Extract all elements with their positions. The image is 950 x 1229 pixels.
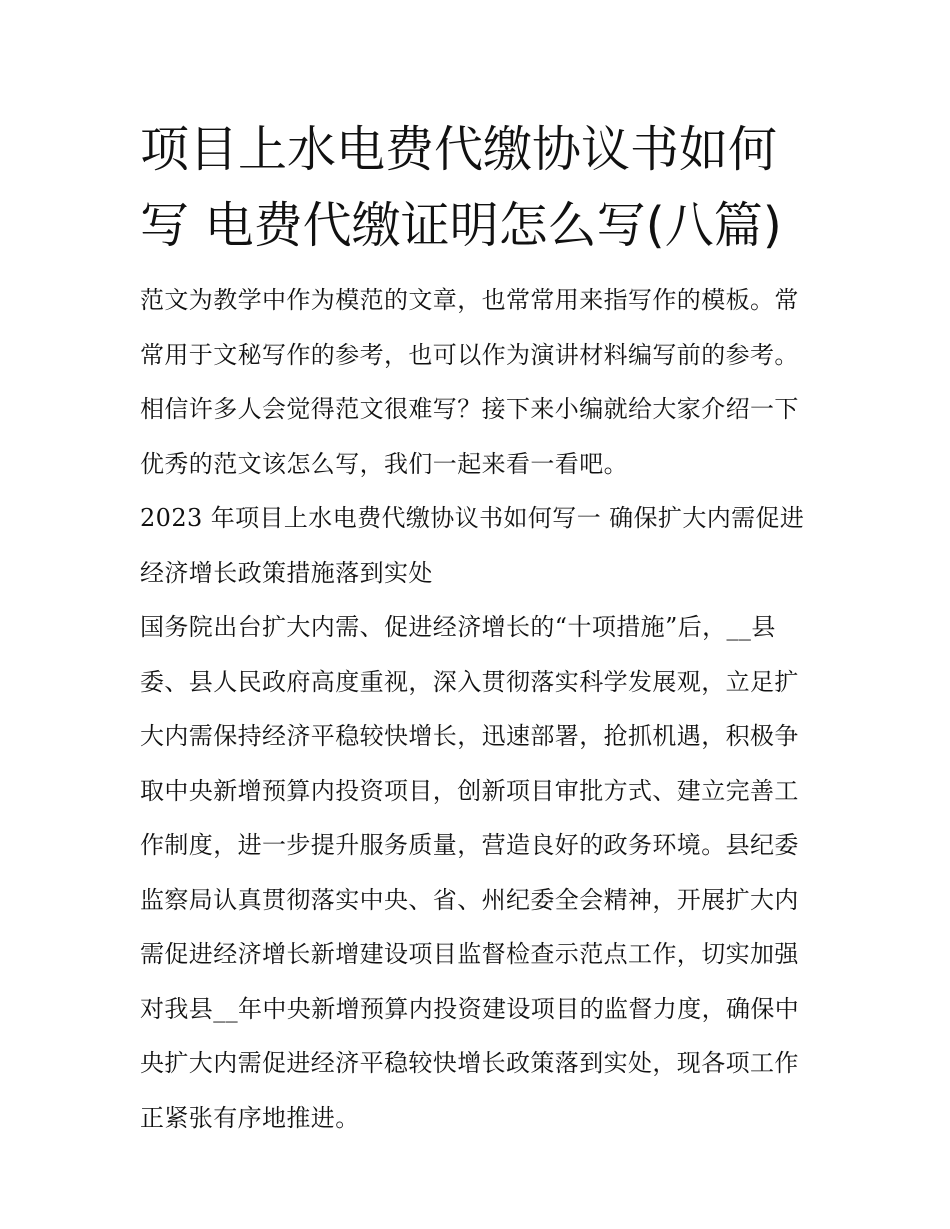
paragraph-line: 委、县人民政府高度重视，深入贯彻落实科学发展观，立足扩 bbox=[140, 667, 799, 696]
paragraph-line: 作制度，进一步提升服务质量，营造良好的政务环境。县纪委 bbox=[140, 831, 799, 859]
paragraph-line: 取中央新增预算内投资项目，创新项目审批方式、建立完善工 bbox=[140, 776, 799, 805]
intro-line: 相信许多人会觉得范文很难写？接下来小编就给大家介绍一下 bbox=[140, 395, 799, 423]
paragraph-line: 正紧张有序地推进。 bbox=[140, 1103, 360, 1132]
intro-line: 优秀的范文该怎么写，我们一起来看一看吧。 bbox=[140, 449, 628, 478]
body-paragraph bbox=[140, 609, 820, 1136]
paragraph-line: 大内需保持经济平稳较快增长，迅速部署，抢抓机遇，积极争 bbox=[140, 722, 799, 750]
paragraph-line: 对我县__年中央新增预算内投资建设项目的监督力度，确保中 bbox=[140, 994, 800, 1023]
paragraph-line: 国务院出台扩大内需、促进经济增长的“十项措施”后，__县 bbox=[140, 613, 776, 641]
paragraph-line: 需促进经济增长新增建设项目监督检查示范点工作，切实加强 bbox=[140, 940, 799, 968]
document-body bbox=[140, 282, 820, 1136]
section-heading-line: 经济增长政策措施落到实处 bbox=[140, 558, 433, 587]
title-line: 写 电费代缴证明怎么写(八篇) bbox=[140, 197, 782, 254]
section-heading-line: 2023 年项目上水电费代缴协议书如何写一 确保扩大内需促进 bbox=[140, 504, 805, 532]
section-heading bbox=[140, 500, 820, 591]
paragraph-line: 监察局认真贯彻落实中央、省、州纪委全会精神，开展扩大内 bbox=[140, 885, 799, 914]
intro-paragraph bbox=[140, 282, 820, 482]
title-line: 项目上水电费代缴协议书如何 bbox=[140, 121, 778, 178]
paragraph-line: 央扩大内需促进经济平稳较快增长政策落到实处，现各项工作 bbox=[140, 1049, 799, 1077]
intro-line: 范文为教学中作为模范的文章，也常常用来指写作的模板。常 bbox=[140, 286, 799, 314]
intro-line: 常用于文秘写作的参考，也可以作为演讲材料编写前的参考。 bbox=[140, 340, 799, 369]
document-title bbox=[140, 112, 820, 264]
